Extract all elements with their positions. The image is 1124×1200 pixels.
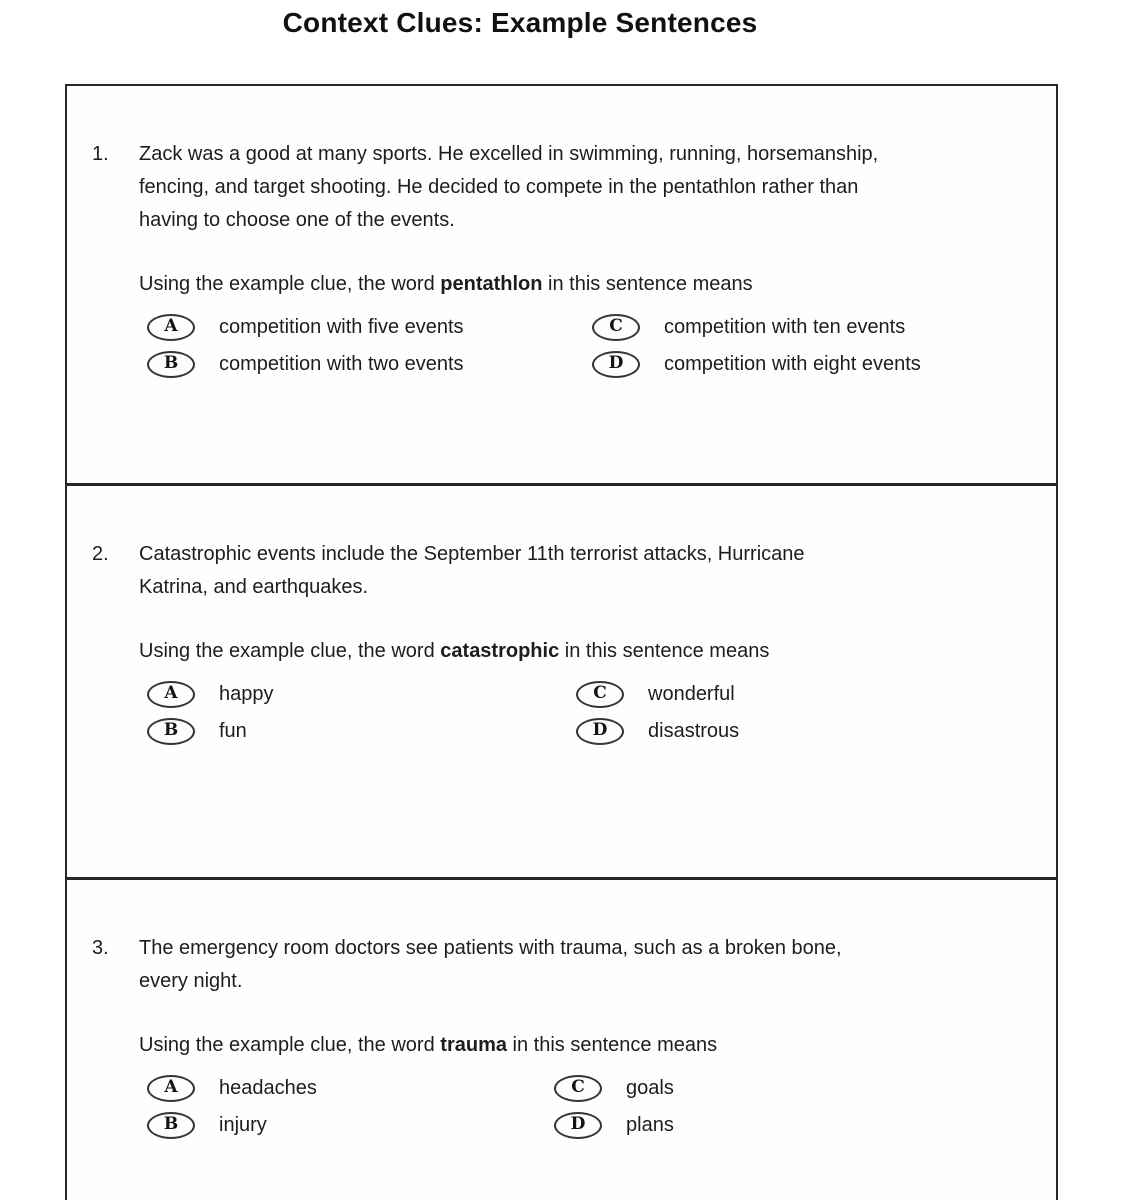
passage-line: every night. — [139, 970, 243, 992]
choice-letter: A — [164, 1077, 178, 1097]
choice-letter: D — [570, 1114, 586, 1134]
choice-letter: B — [163, 1114, 179, 1134]
keyword-bold: trauma — [440, 1034, 507, 1056]
choice-bubble-a[interactable] — [147, 314, 195, 341]
passage-line: fencing, and target shooting. He decided to compete in the pentathlon rather than — [139, 176, 859, 198]
choice-bubble-d[interactable] — [554, 1112, 602, 1139]
prompt-suffix: in this sentence means — [506, 1034, 718, 1056]
choice-bubble-d[interactable] — [576, 718, 624, 745]
question-number: 2. — [92, 543, 109, 565]
choice-c[interactable] — [592, 314, 1030, 341]
choice-bubble-c[interactable] — [592, 314, 640, 341]
answer-choices — [147, 314, 1030, 378]
choice-letter: B — [163, 353, 179, 373]
passage-line: Catastrophic events include the September 11th terrorist attacks, Hurricane — [139, 543, 805, 565]
choice-a[interactable] — [147, 314, 592, 341]
choice-text: happy — [219, 683, 274, 705]
choice-text: disastrous — [648, 720, 740, 742]
question-passage — [139, 932, 1030, 998]
choice-bubble-b[interactable] — [147, 718, 195, 745]
choice-bubble-c[interactable] — [576, 681, 624, 708]
keyword-bold: catastrophic — [440, 640, 560, 662]
question-passage — [139, 538, 1030, 604]
choice-bubble-d[interactable] — [592, 351, 640, 378]
choice-letter: D — [608, 353, 624, 373]
choice-a[interactable] — [147, 681, 576, 708]
choice-text: competition with eight events — [664, 353, 921, 375]
choice-text: headaches — [219, 1077, 317, 1099]
question-number: 1. — [92, 143, 109, 165]
choice-c[interactable] — [576, 681, 1030, 708]
choice-c[interactable] — [554, 1075, 1030, 1102]
choice-letter: C — [593, 683, 607, 703]
choice-text: injury — [219, 1114, 267, 1136]
answer-choices — [147, 1075, 1030, 1139]
passage-line: The emergency room doctors see patients with trauma, such as a broken bone, — [139, 937, 842, 959]
choice-text: competition with five events — [219, 316, 464, 338]
question-prompt — [139, 635, 1030, 668]
choice-text: goals — [626, 1077, 674, 1099]
choice-text: fun — [219, 720, 247, 742]
passage-line: Zack was a good at many sports. He excelled in swimming, running, horsemanship, — [139, 143, 879, 165]
choice-b[interactable] — [147, 1112, 554, 1139]
choice-letter: A — [164, 683, 178, 703]
choice-b[interactable] — [147, 351, 592, 378]
choice-text: competition with ten events — [664, 316, 906, 338]
choice-d[interactable] — [576, 718, 1030, 745]
question-prompt — [139, 1029, 1030, 1062]
choice-letter: C — [571, 1077, 585, 1097]
choice-d[interactable] — [592, 351, 1030, 378]
choice-bubble-a[interactable] — [147, 1075, 195, 1102]
choice-bubble-b[interactable] — [147, 1112, 195, 1139]
prompt-prefix: Using the example clue, the word — [139, 640, 441, 662]
question-2 — [67, 486, 1056, 880]
choice-bubble-b[interactable] — [147, 351, 195, 378]
prompt-prefix: Using the example clue, the word — [139, 273, 441, 295]
choice-b[interactable] — [147, 718, 576, 745]
question-passage — [139, 138, 1030, 237]
choice-text: plans — [626, 1114, 674, 1136]
question-1 — [67, 86, 1056, 486]
passage-line: having to choose one of the events. — [139, 209, 455, 231]
prompt-prefix: Using the example clue, the word — [139, 1034, 441, 1056]
question-3 — [67, 880, 1056, 1200]
prompt-suffix: in this sentence means — [559, 640, 770, 662]
choice-text: competition with two events — [219, 353, 464, 375]
question-prompt — [139, 268, 1030, 301]
keyword-bold: pentathlon — [440, 273, 543, 295]
choice-letter: B — [163, 720, 179, 740]
passage-line: Katrina, and earthquakes. — [139, 576, 369, 598]
choice-letter: A — [164, 316, 178, 336]
choice-a[interactable] — [147, 1075, 554, 1102]
choice-letter: C — [609, 316, 623, 336]
page-title: Context Clues: Example Sentences — [282, 7, 758, 38]
answer-choices — [147, 681, 1030, 745]
prompt-suffix: in this sentence means — [542, 273, 753, 295]
choice-bubble-c[interactable] — [554, 1075, 602, 1102]
choice-bubble-a[interactable] — [147, 681, 195, 708]
questions-box — [65, 84, 1058, 1200]
choice-d[interactable] — [554, 1112, 1030, 1139]
choice-text: wonderful — [648, 683, 735, 705]
choice-letter: D — [592, 720, 608, 740]
question-number: 3. — [92, 937, 109, 959]
